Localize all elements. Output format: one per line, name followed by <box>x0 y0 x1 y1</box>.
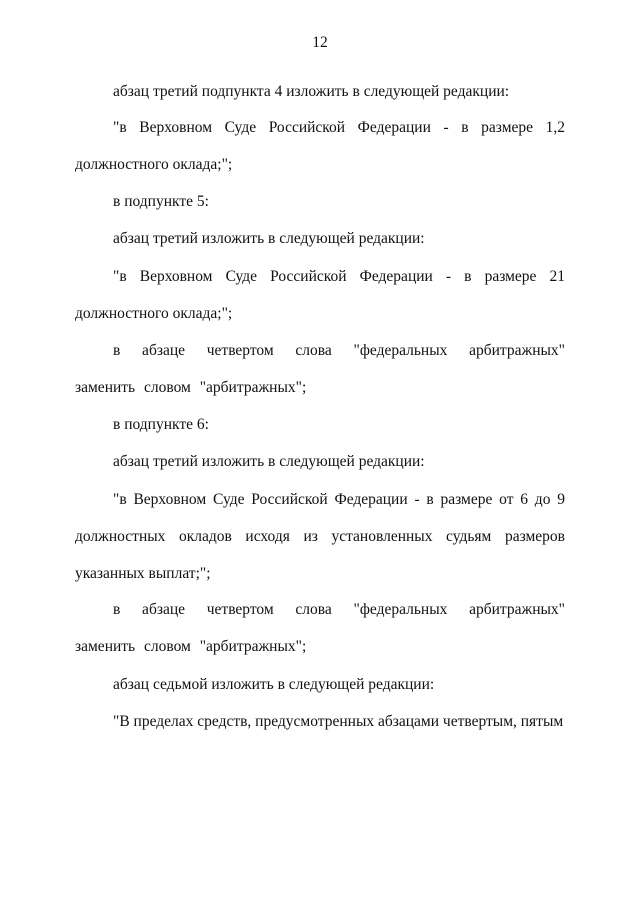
paragraph: "в Верховном Суде Российской Федерации - в размере 21 должностного оклада;"; <box>75 268 565 322</box>
paragraph: "В пределах средств, предусмотренных абзацами четвертым, пятым <box>113 713 564 730</box>
paragraph: в абзаце четвертом слова "федеральных арбитражных" заменить словом "арбитражных"; <box>75 601 565 655</box>
paragraph: абзац седьмой изложить в следующей редакции: <box>113 676 435 693</box>
page-number: 12 <box>312 34 328 51</box>
paragraph: "в Верховном Суде Российской Федерации - в размере 1,2 должностного оклада;"; <box>75 119 565 173</box>
paragraph: в подпункте 5: <box>113 193 209 210</box>
paragraph: в подпункте 6: <box>113 416 209 433</box>
paragraph: абзац третий подпункта 4 изложить в следующей редакции: <box>113 83 510 100</box>
paragraph: "в Верховном Суде Российской Федерации - в размере от 6 до 9 должностных окладов исходя из установленных судьям размеров указанных выплат;"; <box>75 491 565 582</box>
paragraph: в абзаце четвертом слова "федеральных арбитражных" заменить словом "арбитражных"; <box>75 342 565 396</box>
paragraph: абзац третий изложить в следующей редакции: <box>113 453 425 470</box>
paragraph: абзац третий изложить в следующей редакции: <box>113 230 425 247</box>
